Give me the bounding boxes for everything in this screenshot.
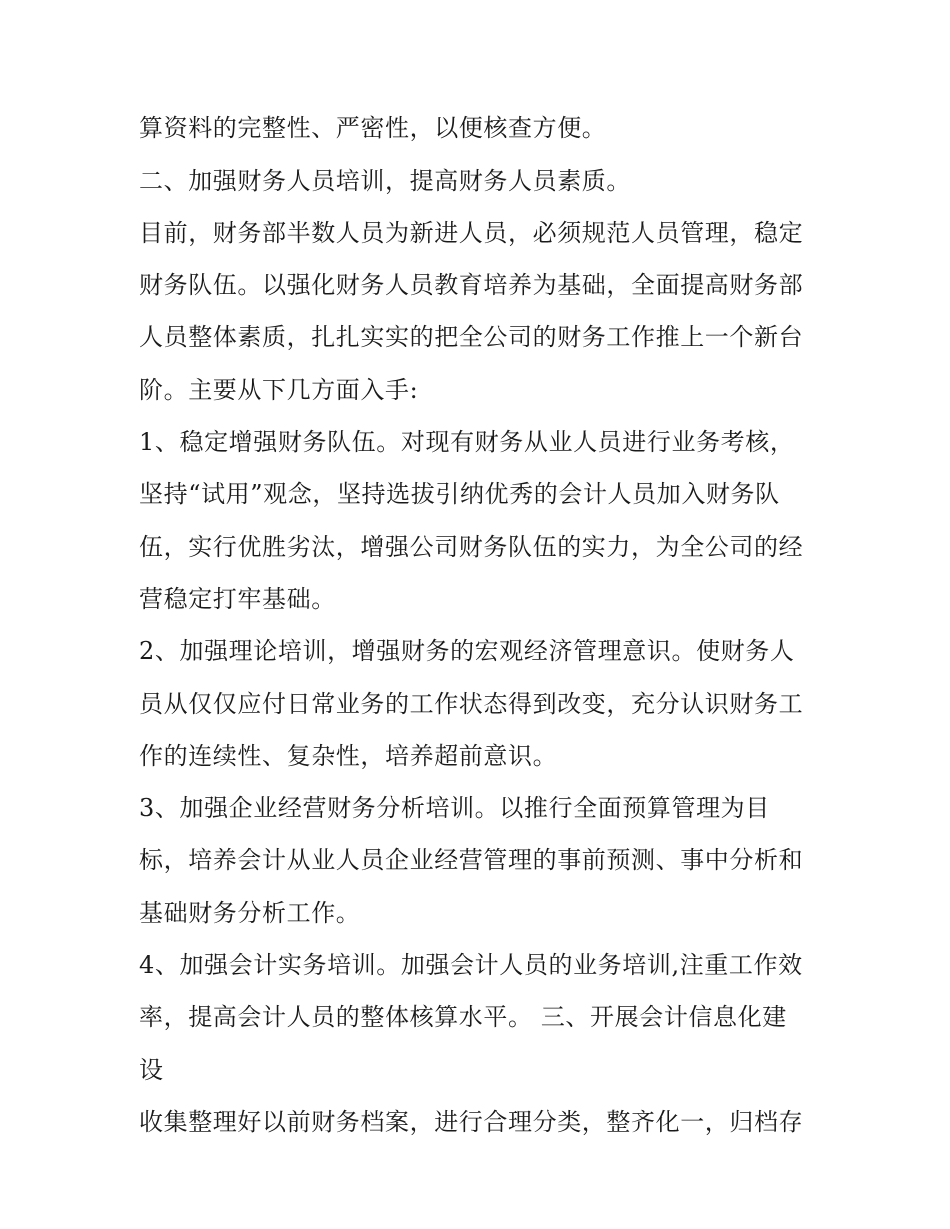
text-line: 坚持“试用”观念，坚持选拔引纳优秀的会计人员加入财务队 (139, 480, 780, 508)
list-item: 1、稳定增强财务队伍。对现有财务从业人员进行业务考核， (139, 428, 795, 456)
text-line: 员从仅仅应付日常业务的工作状态得到改变，充分认识财务工 (139, 690, 804, 718)
list-item: 4、加强会计实务培训。加强会计人员的业务培训,注重工作效 (139, 951, 803, 979)
text-line: 收集整理好以前财务档案，进行合理分类，整齐化一，归档存 (139, 1108, 804, 1136)
text-line: 标，培养会计从业人员企业经营管理的事前预测、事中分析和 (139, 846, 804, 874)
text-line: 作的连续性、复杂性，培养超前意识。 (139, 742, 558, 770)
list-item: 2、加强理论培训，增强财务的宏观经济管理意识。使财务人 (139, 637, 795, 665)
text-line: 营稳定打牢基础。 (139, 585, 336, 613)
text-line: 人员整体素质，扎扎实实的把全公司的财务工作推上一个新台 (139, 323, 804, 351)
section-heading: 二、加强财务人员培训，提高财务人员素质。 (139, 167, 631, 195)
text-line: 目前，财务部半数人员为新进人员，必须规范人员管理，稳定 (139, 219, 804, 247)
text-line: 率，提高会计人员的整体核算水平。 三、开展会计信息化建 (139, 1003, 787, 1031)
text-line: 伍，实行优胜劣汰，增强公司财务队伍的实力，为全公司的经 (139, 533, 804, 561)
text-line: 财务队伍。以强化财务人员教育培养为基础，全面提高财务部 (139, 271, 804, 299)
list-item: 3、加强企业经营财务分析培训。以推行全面预算管理为目 (139, 794, 770, 822)
text-line: 算资料的完整性、严密性，以便核查方便。 (139, 114, 607, 142)
text-line: 基础财务分析工作。 (139, 899, 361, 927)
text-line: 阶。主要从下几方面入手: (139, 376, 419, 404)
text-line: 设 (139, 1056, 164, 1084)
